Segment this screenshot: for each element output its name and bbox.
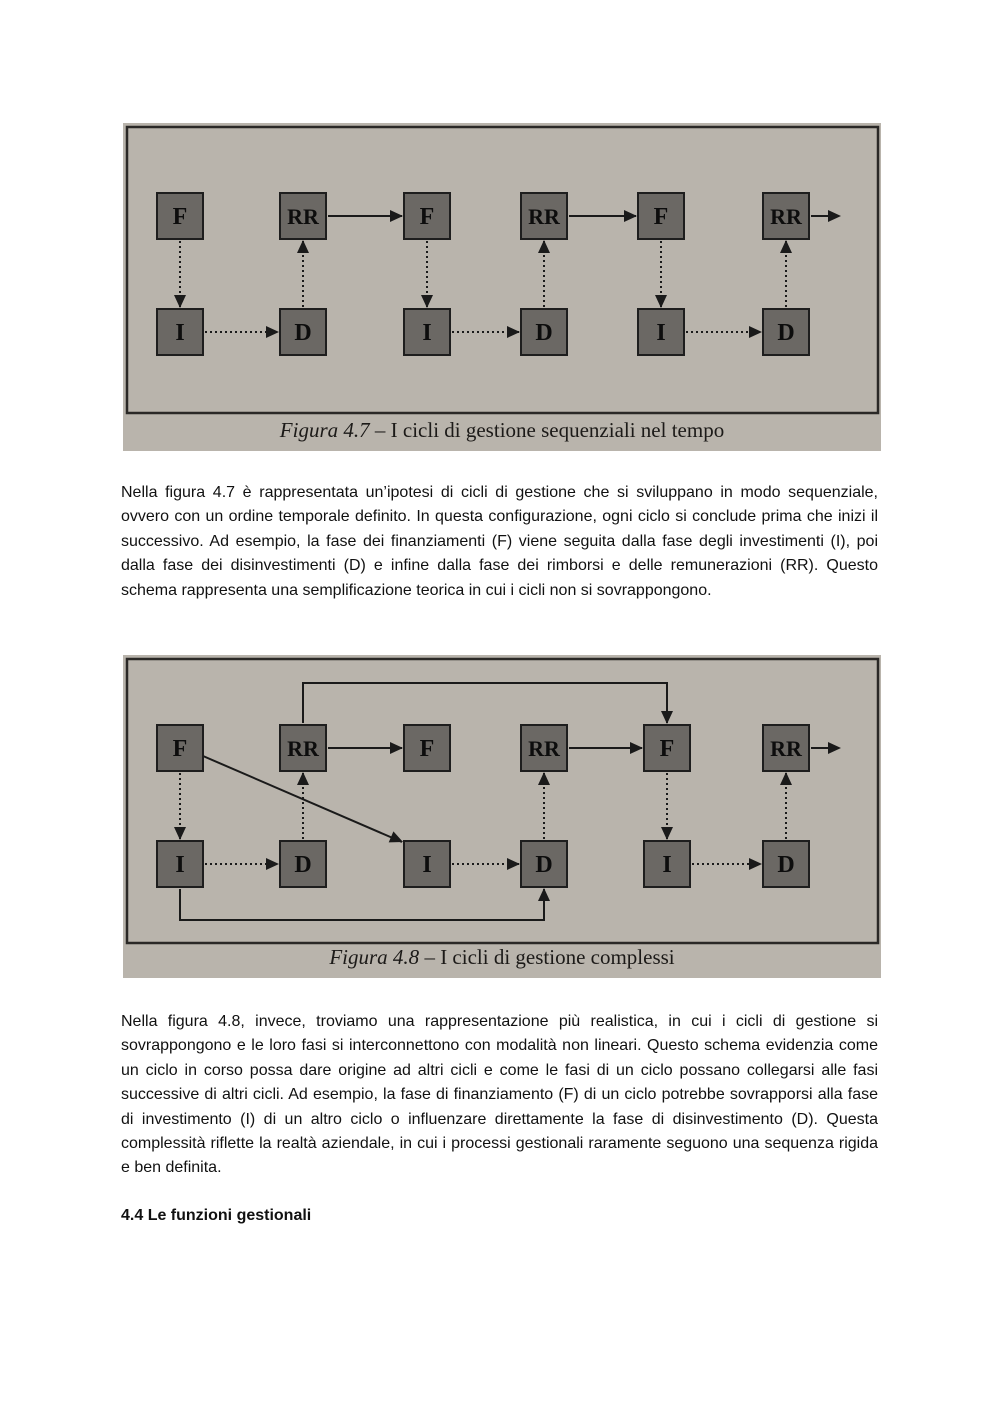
figure2-node-label-10: I — [662, 852, 672, 878]
figure2-node-label-6: I — [175, 852, 185, 878]
figure2-node-label-3: RR — [528, 736, 560, 761]
fig1-arrow-rr-out — [828, 210, 841, 222]
paragraph-figure-4-7: Nella figura 4.7 è rappresentata un’ipotesi di cicli di gestione che si sviluppano in modo sequenziale, ovvero con un ordine temporale definito. In questa configurazione, ogni ciclo si conclude prima che inizi il successivo. Ad esempio, la fase dei finanziamenti (F) viene seguita dalla fase degli investimenti (I), poi dalla fase dei disinvestimenti (D) e infine dalla fase dei rimborsi e delle remunerazioni (RR). Questo schema rappresenta una semplificazione teorica in cui i cicli non si sovrappongono. — [121, 484, 878, 599]
fig2-arrow-i-d-0 — [266, 858, 279, 870]
fig2-arrow-rr-f-0 — [390, 742, 403, 754]
fig2-arrow-d-rr-5 — [780, 772, 792, 785]
paragraph-figure-4-8: Nella figura 4.8, invece, troviamo una rappresentazione più realistica, in cui i cicli di gestione si sovrappongono e le loro fasi si interconnettono con modalità non lineari. Questo schema evidenzia come un ciclo in corso possa dare origine ad altri cicli e come le fasi di un ciclo possano collegarsi alle fasi successive di altri cicli. Ad esempio, la fase di finanziamento (F) di un ciclo potrebbe sovrapporsi alla fase di investimento (I) di un altro ciclo o influenzare direttamente la fase di disinvestimento (D). Questa complessità riflette la realtà aziendale, in cui i processi gestionali raramente seguono una sequenza rigida e ben definita. — [121, 1013, 878, 1177]
figure2-node-label-7: D — [294, 852, 312, 878]
figure2-node-label-0: F — [172, 736, 188, 762]
figure2-node-label-9: D — [535, 852, 553, 878]
fig1-arrow-i-d-1 — [507, 326, 520, 338]
figure1-node-label-3: RR — [528, 204, 560, 229]
fig2-arrow-d-rr-1 — [297, 772, 309, 785]
figure1-node-7 — [280, 309, 326, 355]
fig2-arrow-i-d-1 — [507, 858, 520, 870]
figure2-node-7 — [280, 841, 326, 887]
figure1-node-label-10: I — [656, 320, 666, 346]
figure2-node-label-1: RR — [287, 736, 319, 761]
figure1-node-label-9: D — [535, 320, 553, 346]
section-title: 4.4 Le funzioni gestionali — [121, 1207, 312, 1224]
figure1-node-6 — [157, 309, 203, 355]
figure1-node-4 — [638, 193, 684, 239]
figure1-node-label-11: D — [777, 320, 795, 346]
fig1-arrow-f-i-0 — [174, 295, 186, 308]
figure2-node-0 — [157, 725, 203, 771]
figure1-node-1 — [280, 193, 326, 239]
figure-4-8-caption — [123, 945, 881, 970]
figure-4-8-label: Figura 4.8 — [329, 945, 420, 969]
fig1-arrow-i-d-0 — [266, 326, 279, 338]
figure-4-7-diagram — [123, 123, 881, 451]
fig1-arrow-f-i-2 — [421, 295, 433, 308]
fig2-arrow-f-i-0 — [174, 827, 186, 840]
figure1-node-3 — [521, 193, 567, 239]
figure-4-7 — [123, 123, 881, 451]
fig2-arrow-i-loop-d — [538, 888, 550, 901]
fig2-arrow-rr-out — [828, 742, 841, 754]
figure-4-7-label: Figura 4.7 — [279, 418, 370, 442]
fig2-edge-rr-loop-f — [303, 683, 667, 723]
figure1-node-label-0: F — [172, 204, 188, 230]
figure2-node-10 — [644, 841, 690, 887]
figure1-node-label-4: F — [653, 204, 669, 230]
figure2-node-4 — [644, 725, 690, 771]
figure2-node-3 — [521, 725, 567, 771]
figure2-node-label-4: F — [659, 736, 675, 762]
figure-4-7-caption — [123, 418, 881, 443]
figure1-node-label-2: F — [419, 204, 435, 230]
figure2-node-8 — [404, 841, 450, 887]
figure1-node-9 — [521, 309, 567, 355]
figure2-node-1 — [280, 725, 326, 771]
figure1-node-2 — [404, 193, 450, 239]
figure1-node-label-5: RR — [770, 204, 802, 229]
figure1-node-5 — [763, 193, 809, 239]
figure2-node-5 — [763, 725, 809, 771]
figure-4-7-title: – I cicli di gestione sequenziali nel tempo — [369, 418, 725, 442]
figure2-node-6 — [157, 841, 203, 887]
figure1-node-label-8: I — [422, 320, 432, 346]
figure2-node-9 — [521, 841, 567, 887]
fig2-arrow-i-d-2 — [749, 858, 762, 870]
fig2-arrow-rr-f-1 — [630, 742, 643, 754]
figure1-node-8 — [404, 309, 450, 355]
figure1-node-11 — [763, 309, 809, 355]
fig2-edge-i-loop-d — [180, 889, 544, 920]
fig1-arrow-d-rr-1 — [297, 240, 309, 253]
figure1-node-label-6: I — [175, 320, 185, 346]
figure2-node-2 — [404, 725, 450, 771]
fig1-arrow-rr-f-1 — [624, 210, 637, 222]
figure2-node-label-2: F — [419, 736, 435, 762]
figure-4-8 — [123, 655, 881, 978]
figure1-node-0 — [157, 193, 203, 239]
figure2-node-label-11: D — [777, 852, 795, 878]
fig2-arrow-f-i-4 — [661, 827, 673, 840]
figure1-node-label-7: D — [294, 320, 312, 346]
figure-4-8-diagram — [123, 655, 881, 978]
figure-4-8-title: – I cicli di gestione complessi — [419, 945, 675, 969]
fig1-arrow-f-i-4 — [655, 295, 667, 308]
fig1-arrow-rr-f-0 — [390, 210, 403, 222]
figure2-node-label-5: RR — [770, 736, 802, 761]
figure2-node-11 — [763, 841, 809, 887]
fig2-arrow-d-rr-3 — [538, 772, 550, 785]
figure1-node-label-1: RR — [287, 204, 319, 229]
fig1-arrow-d-rr-3 — [538, 240, 550, 253]
fig2-arrow-rr-loop-f — [661, 711, 673, 724]
fig1-arrow-i-d-2 — [749, 326, 762, 338]
figure1-node-10 — [638, 309, 684, 355]
fig1-arrow-d-rr-5 — [780, 240, 792, 253]
figure2-node-label-8: I — [422, 852, 432, 878]
